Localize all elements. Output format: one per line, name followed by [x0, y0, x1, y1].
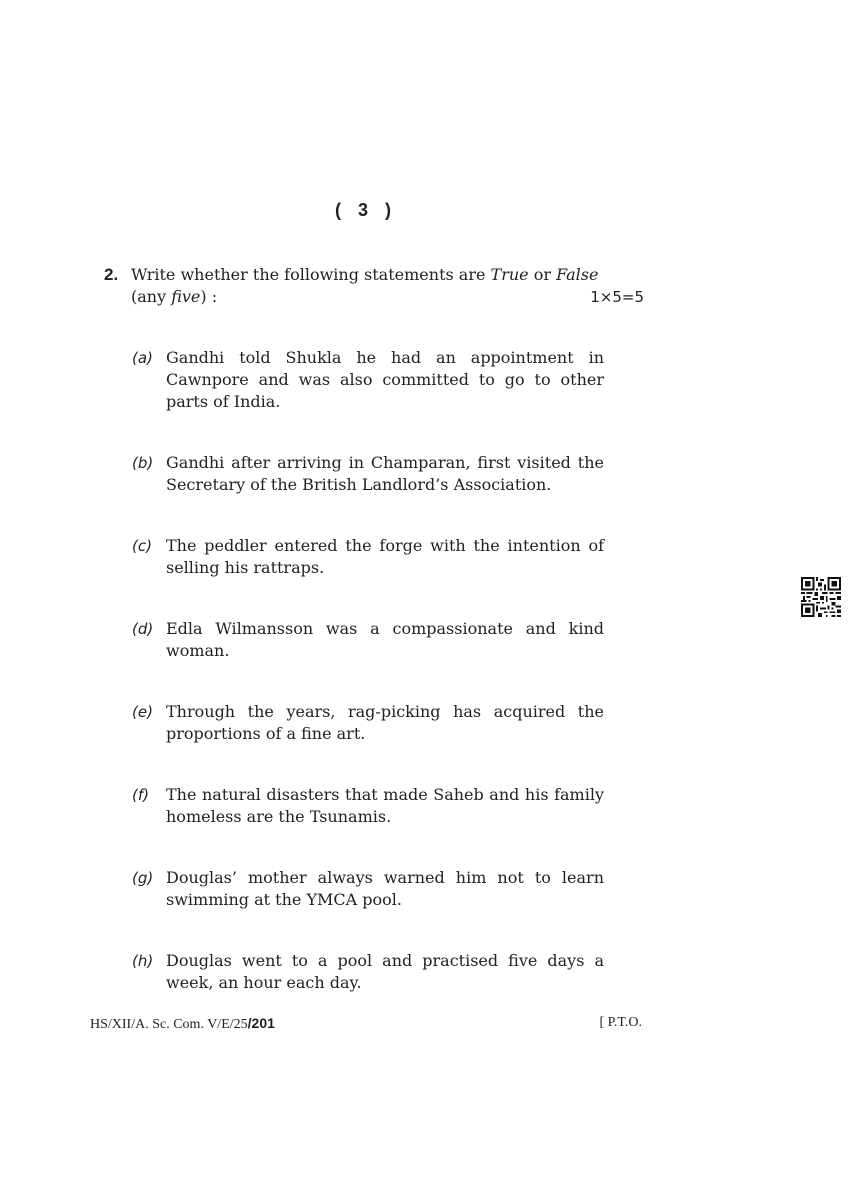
item-text: Douglas’ mother always warned him not to learn swimming at the YMCA pool.: [166, 868, 604, 909]
item-text: Through the years, rag-picking has acquired the proportions of a fine art.: [166, 702, 604, 743]
item-text: Douglas went to a pool and practised five days a week, an hour each day.: [166, 951, 604, 992]
paper-code: HS/XII/A. Sc. Com. V/E/25/201: [90, 1015, 275, 1032]
item-text: Gandhi told Shukla he had an appointment in Cawnpore and was also committed to go to other parts of India.: [166, 348, 604, 411]
list-item: [132, 867, 604, 911]
item-label: (b): [132, 454, 154, 472]
list-item: [132, 950, 604, 994]
item-label: (e): [132, 703, 153, 721]
page-number: ( 3 ): [334, 200, 397, 220]
item-text: The peddler entered the forge with the intention of selling his rattraps.: [166, 536, 604, 577]
list-item: [132, 535, 604, 579]
false-word: False: [556, 265, 599, 284]
question-instruction: Write whether the following statements are True or False: [131, 265, 599, 284]
list-item: [132, 618, 604, 662]
item-label: (c): [132, 537, 152, 555]
page-footer: [90, 1015, 642, 1033]
list-item: [132, 452, 604, 496]
question-number: 2.: [104, 265, 119, 284]
list-item: [132, 784, 604, 828]
list-item: [132, 347, 604, 413]
item-text: Gandhi after arriving in Champaran, first visited the Secretary of the British Landlord’s Association.: [166, 453, 604, 494]
item-label: (a): [132, 349, 153, 367]
list-item: [132, 701, 604, 745]
marks-allocation: 1×5=5: [590, 288, 644, 306]
item-label: (f): [132, 786, 149, 804]
item-label: (g): [132, 869, 154, 887]
true-word: True: [490, 265, 529, 284]
item-text: The natural disasters that made Saheb and his family homeless are the Tsunamis.: [166, 785, 604, 826]
any-five-note: (any five) :: [131, 287, 218, 306]
question-subline: [131, 286, 644, 308]
item-text: Edla Wilmansson was a compassionate and kind woman.: [166, 619, 604, 660]
item-label: (d): [132, 620, 154, 638]
item-label: (h): [132, 952, 154, 970]
pto-note: [ P.T.O.: [599, 1015, 642, 1030]
qr-code-icon: [801, 577, 841, 617]
